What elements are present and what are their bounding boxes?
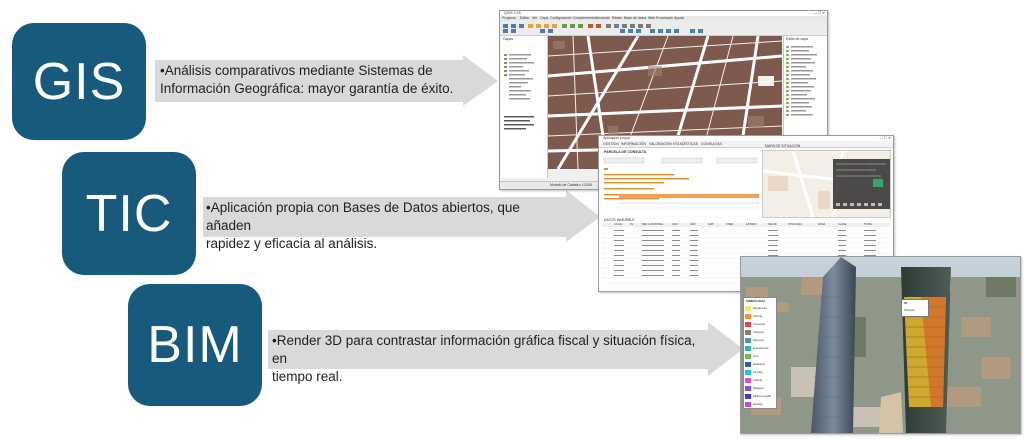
legend-row: [745, 337, 775, 345]
legend-row: [745, 369, 775, 377]
tic-bullet: •: [206, 200, 211, 215]
tic-col-1: LOCAL: [614, 223, 623, 226]
bim-text-line1: Render 3D para contrastar información gráfica fiscal y situación física, en: [272, 333, 696, 366]
tic-window-title: Aplicación propia: [603, 136, 630, 140]
gis-tile-label: GIS: [32, 52, 126, 111]
legend-swatch: [745, 338, 751, 343]
legend-swatch: [745, 378, 751, 383]
bim-info-callout[interactable]: [901, 299, 929, 317]
legend-label: Cultural: [753, 379, 762, 382]
tic-col-8: ESTADO: [746, 223, 757, 226]
legend-swatch: [745, 370, 751, 375]
legend-swatch: [745, 402, 751, 407]
legend-label: Residencial: [753, 307, 767, 310]
bim-legend: [743, 297, 777, 409]
gis-menu-7[interactable]: Vectorial: [596, 16, 610, 20]
gis-toolbar: [500, 21, 827, 36]
legend-swatch: [745, 394, 751, 399]
tic-table-header: DATOS INMUEBLE: [604, 218, 635, 222]
gis-menu-11[interactable]: Procesado: [656, 16, 673, 20]
tic-orange-table-grid: [619, 194, 759, 212]
gis-text-line2: Información Geográfica: mayor garantía de éxito.: [160, 81, 454, 96]
legend-label: Industrial: [753, 331, 764, 334]
legend-row: [745, 401, 775, 409]
legend-swatch: [745, 386, 751, 391]
tic-text-line1: Aplicación propia con Bases de Datos abiertos, que añaden: [206, 200, 520, 233]
gis-menu-5[interactable]: Configuración: [550, 16, 572, 20]
legend-row: [745, 345, 775, 353]
legend-label: Ocio: [753, 355, 759, 358]
tic-col-10: TIPOLOGÍA: [788, 223, 802, 226]
gis-menu-3[interactable]: Ver: [532, 16, 538, 20]
legend-row: [745, 321, 775, 329]
gis-layers-panel: [501, 36, 548, 178]
bim-legend-title: SIMBOLOGÍA: [746, 299, 766, 303]
bim-text-line2: tiempo real.: [272, 369, 343, 384]
tic-tab-2[interactable]: INFORMACIÓN: [621, 142, 646, 146]
gis-menu-2[interactable]: Editar: [520, 16, 530, 20]
legend-swatch: [745, 362, 751, 367]
legend-row: [745, 393, 775, 401]
legend-label: Edificio singular: [753, 395, 772, 398]
gis-menu-6[interactable]: Complementos: [573, 16, 597, 20]
legend-row: [745, 313, 775, 321]
tic-window-controls-icon[interactable]: — ☐ ✕: [879, 136, 891, 140]
gis-menu-8[interactable]: Ráster: [612, 16, 623, 20]
gis-style-panel-title: Estilo de capa: [786, 37, 808, 41]
tic-col-6: SUP.: [708, 223, 714, 226]
tic-col-5: AÑO: [690, 223, 696, 226]
gis-toolbar-icons[interactable]: [500, 21, 827, 35]
window-controls-icon[interactable]: — ☐ ✕: [813, 11, 825, 15]
legend-label: Espectáculos: [753, 347, 769, 350]
tic-col-3: REF. CATASTRAL: [642, 223, 664, 226]
tic-tab-3[interactable]: VALORACIÓN: [649, 142, 672, 146]
tic-section-title: PARCELA DE CONSULTA: [604, 150, 647, 154]
legend-swatch: [745, 354, 751, 359]
tic-col-7: COEF.: [726, 223, 734, 226]
gis-status-left: Modelo de Catastro 1:2000: [550, 183, 593, 187]
tic-tab-5[interactable]: CONSULTAS: [701, 142, 722, 146]
tic-col-11: ZONA: [818, 223, 826, 226]
legend-row: [745, 305, 775, 313]
gis-layer-list[interactable]: [501, 42, 547, 182]
legend-label: Deportivo: [753, 339, 765, 342]
gis-menu-10[interactable]: Web: [648, 16, 656, 20]
legend-label: Comercial: [753, 323, 765, 326]
legend-label: Oficinas: [753, 315, 763, 318]
tic-tabbar: [599, 141, 893, 148]
gis-menu-1[interactable]: Proyecto: [502, 16, 516, 20]
gis-window-title: QGIS 2.18: [504, 11, 521, 15]
bim-description: [272, 332, 712, 386]
legend-label: Hostelería: [753, 363, 765, 366]
tic-col-2: PL: [630, 223, 634, 226]
tic-map-panel-title: MAPA DE SITUACIÓN: [765, 144, 801, 148]
bim-callout-value: Oficinas: [904, 308, 915, 312]
legend-swatch: [745, 322, 751, 327]
legend-swatch: [745, 314, 751, 319]
bim-screenshot: [740, 256, 1021, 434]
tic-col-4: USO: [672, 223, 678, 226]
legend-swatch: [745, 306, 751, 311]
tic-orange-table: [619, 194, 759, 212]
tic-col-9: VALOR: [768, 223, 777, 226]
gis-menu-4[interactable]: Capa: [540, 16, 549, 20]
legend-row: [745, 353, 775, 361]
bim-bullet: •: [272, 333, 277, 348]
tic-map-panel[interactable]: [762, 144, 891, 218]
legend-label: Sanidad: [753, 371, 763, 374]
tic-text-line2: rapidez y eficacia al análisis.: [206, 236, 378, 251]
legend-label: Religioso: [753, 387, 764, 390]
legend-row: [745, 377, 775, 385]
legend-swatch: [745, 330, 751, 335]
gis-menu-9[interactable]: Base de datos: [624, 16, 647, 20]
legend-row: [745, 385, 775, 393]
bim-legend-items: [745, 305, 775, 409]
tic-description: [206, 199, 566, 253]
gis-text-line1: Análisis comparativos mediante Sistemas de: [164, 63, 433, 78]
gis-menu-12[interactable]: Ayuda: [674, 16, 684, 20]
gis-bullet: •: [160, 63, 165, 78]
legend-row: [745, 329, 775, 337]
tic-tab-1[interactable]: GESTIÓN: [603, 142, 619, 146]
legend-label: Almacén: [753, 403, 764, 406]
tic-situation-map[interactable]: [763, 151, 890, 217]
bim-3d-render[interactable]: [741, 257, 1020, 433]
gis-layers-title: Capas: [503, 37, 514, 41]
gis-description: [160, 62, 460, 98]
tic-col-12: CLASE: [838, 223, 847, 226]
bim-callout-title: ID: [904, 301, 907, 305]
tic-tile-label: TIC: [85, 184, 173, 243]
tic-col-13: TOTAL: [864, 223, 873, 226]
tic-table-columns: [602, 223, 890, 227]
tic-tab-4[interactable]: ESTADÍSTICAS: [673, 142, 699, 146]
bim-tile-label: BIM: [147, 316, 243, 374]
legend-row: [745, 361, 775, 369]
legend-swatch: [745, 346, 751, 351]
